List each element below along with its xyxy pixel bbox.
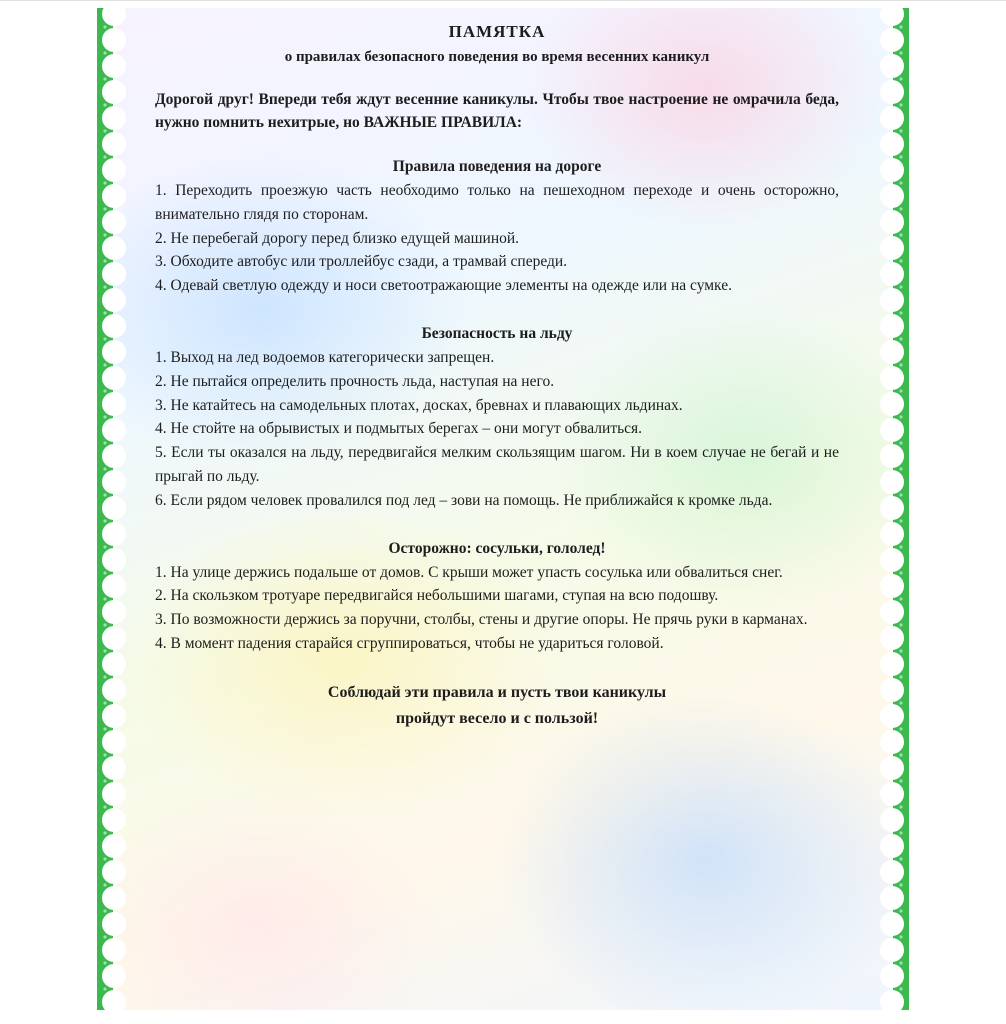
scallop — [102, 288, 126, 312]
scallop — [102, 106, 126, 130]
top-divider — [0, 0, 1006, 1]
memo-content — [155, 20, 839, 748]
border-dot — [103, 25, 106, 28]
scallop — [102, 132, 126, 156]
closing-message — [155, 680, 839, 732]
scallop — [880, 392, 904, 416]
scallop — [102, 626, 126, 650]
scallop — [102, 314, 126, 338]
border-dot — [103, 181, 106, 184]
list-item: 2. Не перебегай дорогу перед близко едущей машиной. — [155, 229, 520, 247]
scallop — [880, 496, 904, 520]
scallop — [880, 964, 904, 988]
scallop — [880, 444, 904, 468]
section-ice-safety — [155, 322, 839, 513]
memo-title: ПАМЯТКА — [448, 22, 546, 41]
scallop — [880, 626, 904, 650]
scallop — [880, 54, 904, 78]
list-item: 4. Одевай светлую одежду и носи светоотражающие элементы на одежде или на сумке. — [155, 277, 732, 295]
scallop — [880, 470, 904, 494]
right-scalloped-border — [879, 8, 909, 1010]
scallop — [880, 522, 904, 546]
list-item: 5. Если ты оказался на льду, передвигайся мелким скользящим шагом. Ни в коем случае не бегай и не прыгай по льду. — [155, 444, 839, 485]
scallop — [102, 496, 126, 520]
scallop — [880, 730, 904, 754]
border-dot — [899, 207, 902, 210]
border-dot — [103, 831, 106, 834]
border-dot — [103, 779, 106, 782]
border-dot — [103, 129, 106, 132]
section-heading: Осторожно: сосульки, гололед! — [388, 539, 606, 557]
border-dot — [103, 103, 106, 106]
border-dot — [899, 337, 902, 340]
scallop — [102, 522, 126, 546]
border-dot — [899, 987, 902, 990]
border-dot — [899, 961, 902, 964]
border-dot — [103, 311, 106, 314]
scallop — [880, 314, 904, 338]
border-dot — [899, 233, 902, 236]
border-dot — [103, 493, 106, 496]
right-border-graphic — [879, 8, 909, 1010]
list-item: 4. Не стойте на обрывистых и подмытых берегах – они могут обвалиться. — [155, 420, 643, 438]
scallop — [102, 80, 126, 104]
border-dot — [103, 857, 106, 860]
scallop — [880, 548, 904, 572]
border-dot — [899, 363, 902, 366]
memo-subtitle: о правилах безопасного поведения во время весенних каникул — [284, 49, 710, 65]
closing-line-2: пройдут весело и с пользой! — [395, 709, 599, 727]
border-dot — [103, 259, 106, 262]
scallop — [102, 54, 126, 78]
border-dot — [899, 883, 902, 886]
border-dot — [103, 571, 106, 574]
list-item: 2. Не пытайся определить прочность льда, наступая на него. — [155, 372, 555, 390]
scallop — [102, 912, 126, 936]
border-dot — [103, 935, 106, 938]
scallop — [880, 418, 904, 442]
border-dot — [899, 389, 902, 392]
border-dot — [103, 987, 106, 990]
scallop — [102, 236, 126, 260]
scallop — [102, 964, 126, 988]
section-icicles — [155, 537, 839, 656]
border-dot — [899, 259, 902, 262]
border-dot — [899, 415, 902, 418]
border-dot — [103, 337, 106, 340]
scallop — [102, 470, 126, 494]
scallop — [880, 366, 904, 390]
scallop — [880, 652, 904, 676]
border-dot — [899, 25, 902, 28]
scallop — [102, 574, 126, 598]
border-dot — [899, 597, 902, 600]
scallop — [102, 938, 126, 962]
list-item: 2. На скользком тротуаре передвигайся небольшими шагами, ступая на всю подошву. — [155, 587, 719, 605]
scallop — [880, 132, 904, 156]
scallop — [102, 444, 126, 468]
scallop — [102, 210, 126, 234]
border-dot — [899, 77, 902, 80]
border-dot — [899, 909, 902, 912]
border-dot — [103, 961, 106, 964]
scallop — [102, 184, 126, 208]
scallop — [880, 704, 904, 728]
list-item: 1. Переходить проезжую часть необходимо только на пешеходном переходе и очень осторожно, внимательно глядя по сторонам. — [155, 182, 839, 223]
border-dot — [899, 857, 902, 860]
scallop — [880, 262, 904, 286]
border-dot — [899, 493, 902, 496]
scallop — [102, 262, 126, 286]
list-item: 4. В момент падения старайся сгруппироваться, чтобы не удариться головой. — [155, 634, 664, 652]
scallop — [102, 730, 126, 754]
list-item: 6. Если рядом человек провалился под лед – зови на помощь. Не приближайся к кромке льда. — [155, 491, 773, 509]
border-dot — [899, 831, 902, 834]
scallop — [102, 704, 126, 728]
scallop — [880, 886, 904, 910]
border-dot — [103, 467, 106, 470]
border-dot — [899, 753, 902, 756]
border-dot — [103, 597, 106, 600]
border-dot — [103, 623, 106, 626]
scallop — [880, 756, 904, 780]
border-dot — [103, 155, 106, 158]
scallop — [102, 652, 126, 676]
border-dot — [899, 519, 902, 522]
scallop — [880, 28, 904, 52]
border-dot — [899, 727, 902, 730]
scallop — [102, 678, 126, 702]
scallop — [102, 158, 126, 182]
border-dot — [899, 623, 902, 626]
border-dot — [899, 155, 902, 158]
border-dot — [103, 285, 106, 288]
scallop — [102, 548, 126, 572]
border-dot — [103, 233, 106, 236]
border-dot — [103, 675, 106, 678]
border-dot — [899, 571, 902, 574]
list-item: 1. На улице держись подальше от домов. С крыши может упасть сосулька или обвалиться снег. — [155, 563, 783, 581]
list-item: 1. Выход на лед водоемов категорически запрещен. — [155, 348, 495, 366]
border-dot — [103, 415, 106, 418]
list-item: 3. Не катайтесь на самодельных плотах, досках, бревнах и плавающих льдинах. — [155, 396, 683, 414]
border-dot — [103, 389, 106, 392]
scallop — [880, 288, 904, 312]
scallop — [102, 782, 126, 806]
border-dot — [899, 311, 902, 314]
scallop — [880, 574, 904, 598]
border-dot — [103, 753, 106, 756]
scallop — [102, 756, 126, 780]
scallop — [880, 938, 904, 962]
border-dot — [899, 467, 902, 470]
scallop — [102, 834, 126, 858]
border-dot — [899, 779, 902, 782]
section-road-rules — [155, 155, 839, 298]
scallop — [880, 808, 904, 832]
border-dot — [899, 701, 902, 704]
section-heading: Правила поведения на дороге — [392, 158, 602, 175]
border-dot — [103, 909, 106, 912]
section-heading: Безопасность на льду — [421, 324, 573, 342]
scallop — [880, 600, 904, 624]
scallop — [880, 236, 904, 260]
border-dot — [103, 363, 106, 366]
scallop — [102, 418, 126, 442]
scallop — [880, 782, 904, 806]
list-item: 3. Обходите автобус или троллейбус сзади, а трамвай спереди. — [155, 253, 568, 271]
border-dot — [103, 207, 106, 210]
border-dot — [899, 441, 902, 444]
scallop — [102, 340, 126, 364]
scallop — [102, 392, 126, 416]
border-dot — [103, 519, 106, 522]
scallop — [102, 860, 126, 884]
scallop — [880, 184, 904, 208]
border-dot — [899, 545, 902, 548]
border-dot — [103, 649, 106, 652]
scallop — [102, 600, 126, 624]
border-dot — [103, 77, 106, 80]
memo-intro: Дорогой друг! Впереди тебя ждут весенние каникулы. Чтобы твое настроение не омрачила беда, нужно помнить нехитрые, но ВАЖНЫЕ ПРАВИЛА: — [155, 91, 839, 131]
scallop — [880, 860, 904, 884]
border-dot — [103, 883, 106, 886]
border-dot — [899, 649, 902, 652]
scallop — [102, 366, 126, 390]
border-dot — [899, 129, 902, 132]
scallop — [880, 340, 904, 364]
scallop — [880, 678, 904, 702]
border-dot — [899, 935, 902, 938]
border-dot — [899, 285, 902, 288]
scallop — [880, 834, 904, 858]
scallop — [102, 28, 126, 52]
left-border-graphic — [97, 8, 127, 1010]
memo-sheet — [97, 8, 909, 1010]
border-dot — [899, 103, 902, 106]
border-dot — [103, 545, 106, 548]
border-dot — [899, 181, 902, 184]
scallop — [880, 80, 904, 104]
scallop — [880, 106, 904, 130]
border-dot — [899, 675, 902, 678]
border-dot — [103, 441, 106, 444]
scallop — [102, 808, 126, 832]
closing-line-1: Соблюдай эти правила и пусть твои каникулы — [327, 683, 667, 701]
list-item: 3. По возможности держись за поручни, столбы, стены и другие опоры. Не прячь руки в карманах. — [155, 611, 808, 629]
scallop — [880, 912, 904, 936]
border-dot — [899, 805, 902, 808]
left-scalloped-border — [97, 8, 127, 1010]
scallop — [880, 158, 904, 182]
border-dot — [103, 51, 106, 54]
border-dot — [103, 805, 106, 808]
border-dot — [103, 701, 106, 704]
scallop — [880, 210, 904, 234]
scallop — [102, 886, 126, 910]
border-dot — [103, 727, 106, 730]
border-dot — [899, 51, 902, 54]
